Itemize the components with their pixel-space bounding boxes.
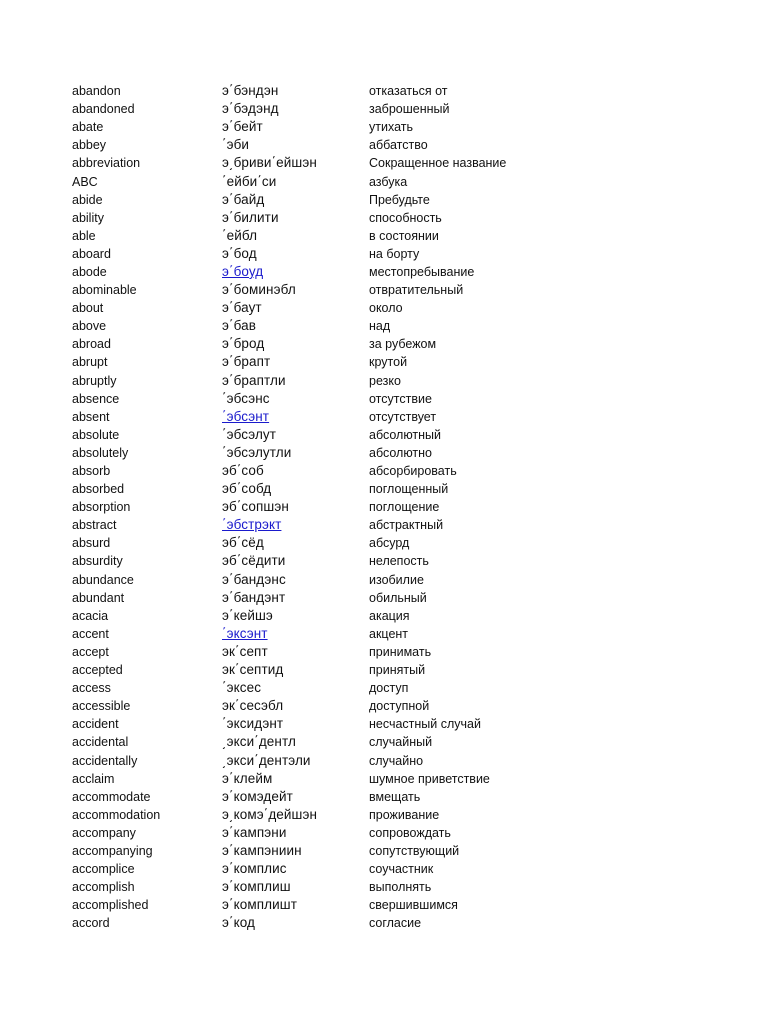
table-row	[72, 100, 712, 118]
english-word: abstract	[72, 518, 117, 533]
transcription: э΄браптли	[222, 372, 286, 388]
table-row	[72, 191, 712, 209]
russian-translation: абсолютно	[369, 445, 433, 460]
russian-translation: выполнять	[369, 880, 432, 895]
russian-translation: принимать	[369, 644, 432, 659]
english-word: acclaim	[72, 771, 115, 786]
english-word: abandoned	[72, 102, 135, 117]
transcription: э΄бав	[222, 318, 256, 334]
russian-translation: несчастный случай	[369, 717, 481, 732]
english-word: ABC	[72, 174, 98, 189]
table-row	[72, 914, 712, 932]
transcription: эб΄соб	[222, 463, 264, 479]
english-word: accomplice	[72, 862, 135, 877]
russian-translation: сопутствующий	[369, 843, 460, 858]
table-row	[72, 480, 712, 498]
table-row	[72, 317, 712, 335]
transcription-link[interactable]: ΄эбстрэкт	[222, 517, 282, 533]
russian-translation: проживание	[369, 807, 440, 822]
english-word: absorption	[72, 500, 131, 515]
table-row	[72, 625, 712, 643]
english-word: abrupt	[72, 355, 108, 370]
transcription: ΄эксес	[222, 680, 262, 696]
transcription: э΄кейшэ	[222, 607, 273, 623]
english-word: accomplished	[72, 898, 149, 913]
english-word: acacia	[72, 608, 109, 623]
english-word: absorbed	[72, 482, 125, 497]
russian-translation: абсорбировать	[369, 464, 457, 479]
table-row	[72, 860, 712, 878]
table-row	[72, 299, 712, 317]
transcription: ΄ейби΄си	[222, 173, 277, 189]
russian-translation: обильный	[369, 590, 427, 605]
english-word: abundant	[72, 590, 125, 605]
transcription: э΄кампэниин	[222, 842, 302, 858]
english-word: absurd	[72, 536, 111, 551]
russian-translation: доступной	[369, 699, 430, 714]
russian-translation: вмещать	[369, 789, 421, 804]
table-row	[72, 643, 712, 661]
table-row	[72, 281, 712, 299]
table-row	[72, 824, 712, 842]
table-row	[72, 878, 712, 896]
transcription: эб΄собд	[222, 481, 272, 497]
english-word: abbey	[72, 138, 107, 153]
russian-translation: случайно	[369, 753, 424, 768]
russian-translation: абстрактный	[369, 518, 444, 533]
transcription: э΄комэдейт	[222, 788, 293, 804]
english-word: absorb	[72, 464, 111, 479]
transcription: ΄ейбл	[222, 227, 258, 243]
table-row	[72, 607, 712, 625]
table-row	[72, 82, 712, 100]
russian-translation: в состоянии	[369, 228, 439, 243]
table-row	[72, 498, 712, 516]
table-row	[72, 172, 712, 190]
transcription: ͵экси΄дентл	[222, 734, 296, 750]
table-row	[72, 552, 712, 570]
english-word: accompany	[72, 825, 136, 840]
english-word: ability	[72, 210, 104, 225]
russian-translation: на борту	[369, 246, 420, 261]
english-word: absurdity	[72, 554, 123, 569]
table-row	[72, 571, 712, 589]
transcription: э΄боминэбл	[222, 282, 296, 298]
table-row	[72, 715, 712, 733]
transcription: э΄бод	[222, 245, 257, 261]
table-row	[72, 788, 712, 806]
table-row	[72, 245, 712, 263]
russian-translation: доступ	[369, 681, 409, 696]
transcription: ΄эби	[222, 137, 250, 153]
english-word: abroad	[72, 337, 111, 352]
transcription: э΄кампэни	[222, 824, 287, 840]
table-row	[72, 534, 712, 552]
english-word: accommodation	[72, 807, 161, 822]
english-word: absolute	[72, 427, 120, 442]
transcription: э΄бандэнс	[222, 571, 286, 587]
russian-translation: утихать	[369, 120, 413, 135]
russian-translation: нелепость	[369, 554, 429, 569]
russian-translation: над	[369, 319, 391, 334]
transcription: э΄байд	[222, 191, 265, 207]
table-row	[72, 589, 712, 607]
table-row	[72, 896, 712, 914]
transcription-link[interactable]: э΄боуд	[222, 263, 264, 279]
russian-translation: отсутствие	[369, 391, 432, 406]
transcription: э΄брапт	[222, 354, 271, 370]
table-row	[72, 154, 712, 172]
russian-translation: шумное приветствие	[369, 771, 490, 786]
russian-translation: соучастник	[369, 862, 434, 877]
transcription: эк΄сесэбл	[222, 698, 284, 714]
english-word: accepted	[72, 663, 123, 678]
english-word: above	[72, 319, 107, 334]
english-word: access	[72, 681, 111, 696]
english-word: absolutely	[72, 445, 129, 460]
transcription: э΄билити	[222, 209, 279, 225]
table-row	[72, 516, 712, 534]
english-word: accomplish	[72, 880, 135, 895]
english-word: accessible	[72, 699, 131, 714]
english-word: accidentally	[72, 753, 138, 768]
table-row	[72, 408, 712, 426]
russian-translation: азбука	[369, 174, 408, 189]
english-word: abandon	[72, 84, 121, 99]
russian-translation: резко	[369, 373, 401, 388]
transcription: э΄бэдэнд	[222, 101, 279, 117]
russian-translation: Пребудьте	[369, 192, 430, 207]
transcription: э΄код	[222, 915, 256, 931]
transcription: ΄эбсэлут	[222, 426, 277, 442]
transcription-link[interactable]: ΄эксэнт	[222, 625, 268, 641]
russian-translation: заброшенный	[369, 102, 450, 117]
english-word: accompanying	[72, 843, 153, 858]
table-row	[72, 136, 712, 154]
table-row	[72, 679, 712, 697]
transcription: ͵экси΄дентэли	[222, 752, 311, 768]
english-word: absent	[72, 409, 110, 424]
transcription: эк΄септ	[222, 643, 268, 659]
russian-translation: Сокращенное название	[369, 156, 507, 171]
transcription: э΄брод	[222, 336, 265, 352]
table-row	[72, 426, 712, 444]
transcription: эк΄септид	[222, 662, 284, 678]
english-word: accent	[72, 626, 109, 641]
transcription: э΄комплис	[222, 861, 287, 877]
russian-translation: акация	[369, 608, 410, 623]
table-row	[72, 390, 712, 408]
russian-translation: случайный	[369, 735, 433, 750]
transcription: э΄бейт	[222, 119, 263, 135]
russian-translation: отвратительный	[369, 283, 464, 298]
russian-translation: местопребывание	[369, 264, 475, 279]
english-word: absence	[72, 391, 120, 406]
russian-translation: принятый	[369, 663, 426, 678]
russian-translation: акцент	[369, 626, 409, 641]
transcription: э΄бандэнт	[222, 589, 286, 605]
transcription: эб΄сопшэн	[222, 499, 289, 515]
table-row	[72, 697, 712, 715]
russian-translation: крутой	[369, 355, 408, 370]
table-row	[72, 733, 712, 751]
russian-translation: поглощенный	[369, 482, 449, 497]
transcription: ΄эбсэлутли	[222, 444, 292, 460]
english-word: abominable	[72, 283, 137, 298]
russian-translation: свершившимся	[369, 898, 458, 913]
english-word: able	[72, 228, 96, 243]
english-word: abide	[72, 192, 103, 207]
table-row	[72, 335, 712, 353]
transcription: эб΄сёдити	[222, 553, 286, 569]
transcription: э΄бэндэн	[222, 83, 279, 99]
russian-translation: отсутствует	[369, 409, 437, 424]
vocabulary-table	[72, 82, 712, 932]
english-word: accident	[72, 717, 119, 732]
table-row	[72, 751, 712, 769]
english-word: aboard	[72, 246, 111, 261]
russian-translation: аббатство	[369, 138, 428, 153]
transcription: э΄клейм	[222, 770, 273, 786]
table-row	[72, 842, 712, 860]
transcription: э͵бриви΄ейшэн	[222, 155, 317, 171]
russian-translation: изобилие	[369, 572, 424, 587]
table-row	[72, 353, 712, 371]
table-row	[72, 462, 712, 480]
russian-translation: поглощение	[369, 500, 440, 515]
russian-translation: абсолютный	[369, 427, 442, 442]
transcription: э͵комэ΄дейшэн	[222, 806, 318, 822]
english-word: about	[72, 301, 104, 316]
transcription: э΄комплиш	[222, 879, 291, 895]
russian-translation: абсурд	[369, 536, 410, 551]
transcription-link[interactable]: ΄эбсэнт	[222, 408, 270, 424]
english-word: abode	[72, 264, 107, 279]
transcription: э΄комплишт	[222, 897, 297, 913]
russian-translation: согласие	[369, 916, 422, 931]
table-row	[72, 227, 712, 245]
english-word: abbreviation	[72, 156, 141, 171]
english-word: accommodate	[72, 789, 151, 804]
transcription: ΄эбсэнс	[222, 390, 270, 406]
english-word: accord	[72, 916, 110, 931]
table-row	[72, 661, 712, 679]
table-row	[72, 263, 712, 281]
table-row	[72, 209, 712, 227]
russian-translation: отказаться от	[369, 84, 448, 99]
transcription: ΄эксидэнт	[222, 716, 284, 732]
table-row	[72, 444, 712, 462]
transcription: э΄баут	[222, 300, 262, 316]
english-word: accidental	[72, 735, 129, 750]
russian-translation: сопровождать	[369, 825, 451, 840]
russian-translation: за рубежом	[369, 337, 437, 352]
table-row	[72, 372, 712, 390]
table-row	[72, 118, 712, 136]
russian-translation: способность	[369, 210, 442, 225]
english-word: accept	[72, 644, 109, 659]
transcription: эб΄сёд	[222, 535, 264, 551]
russian-translation: около	[369, 301, 403, 316]
table-row	[72, 770, 712, 788]
table-row	[72, 806, 712, 824]
english-word: abruptly	[72, 373, 117, 388]
english-word: abate	[72, 120, 104, 135]
english-word: abundance	[72, 572, 134, 587]
